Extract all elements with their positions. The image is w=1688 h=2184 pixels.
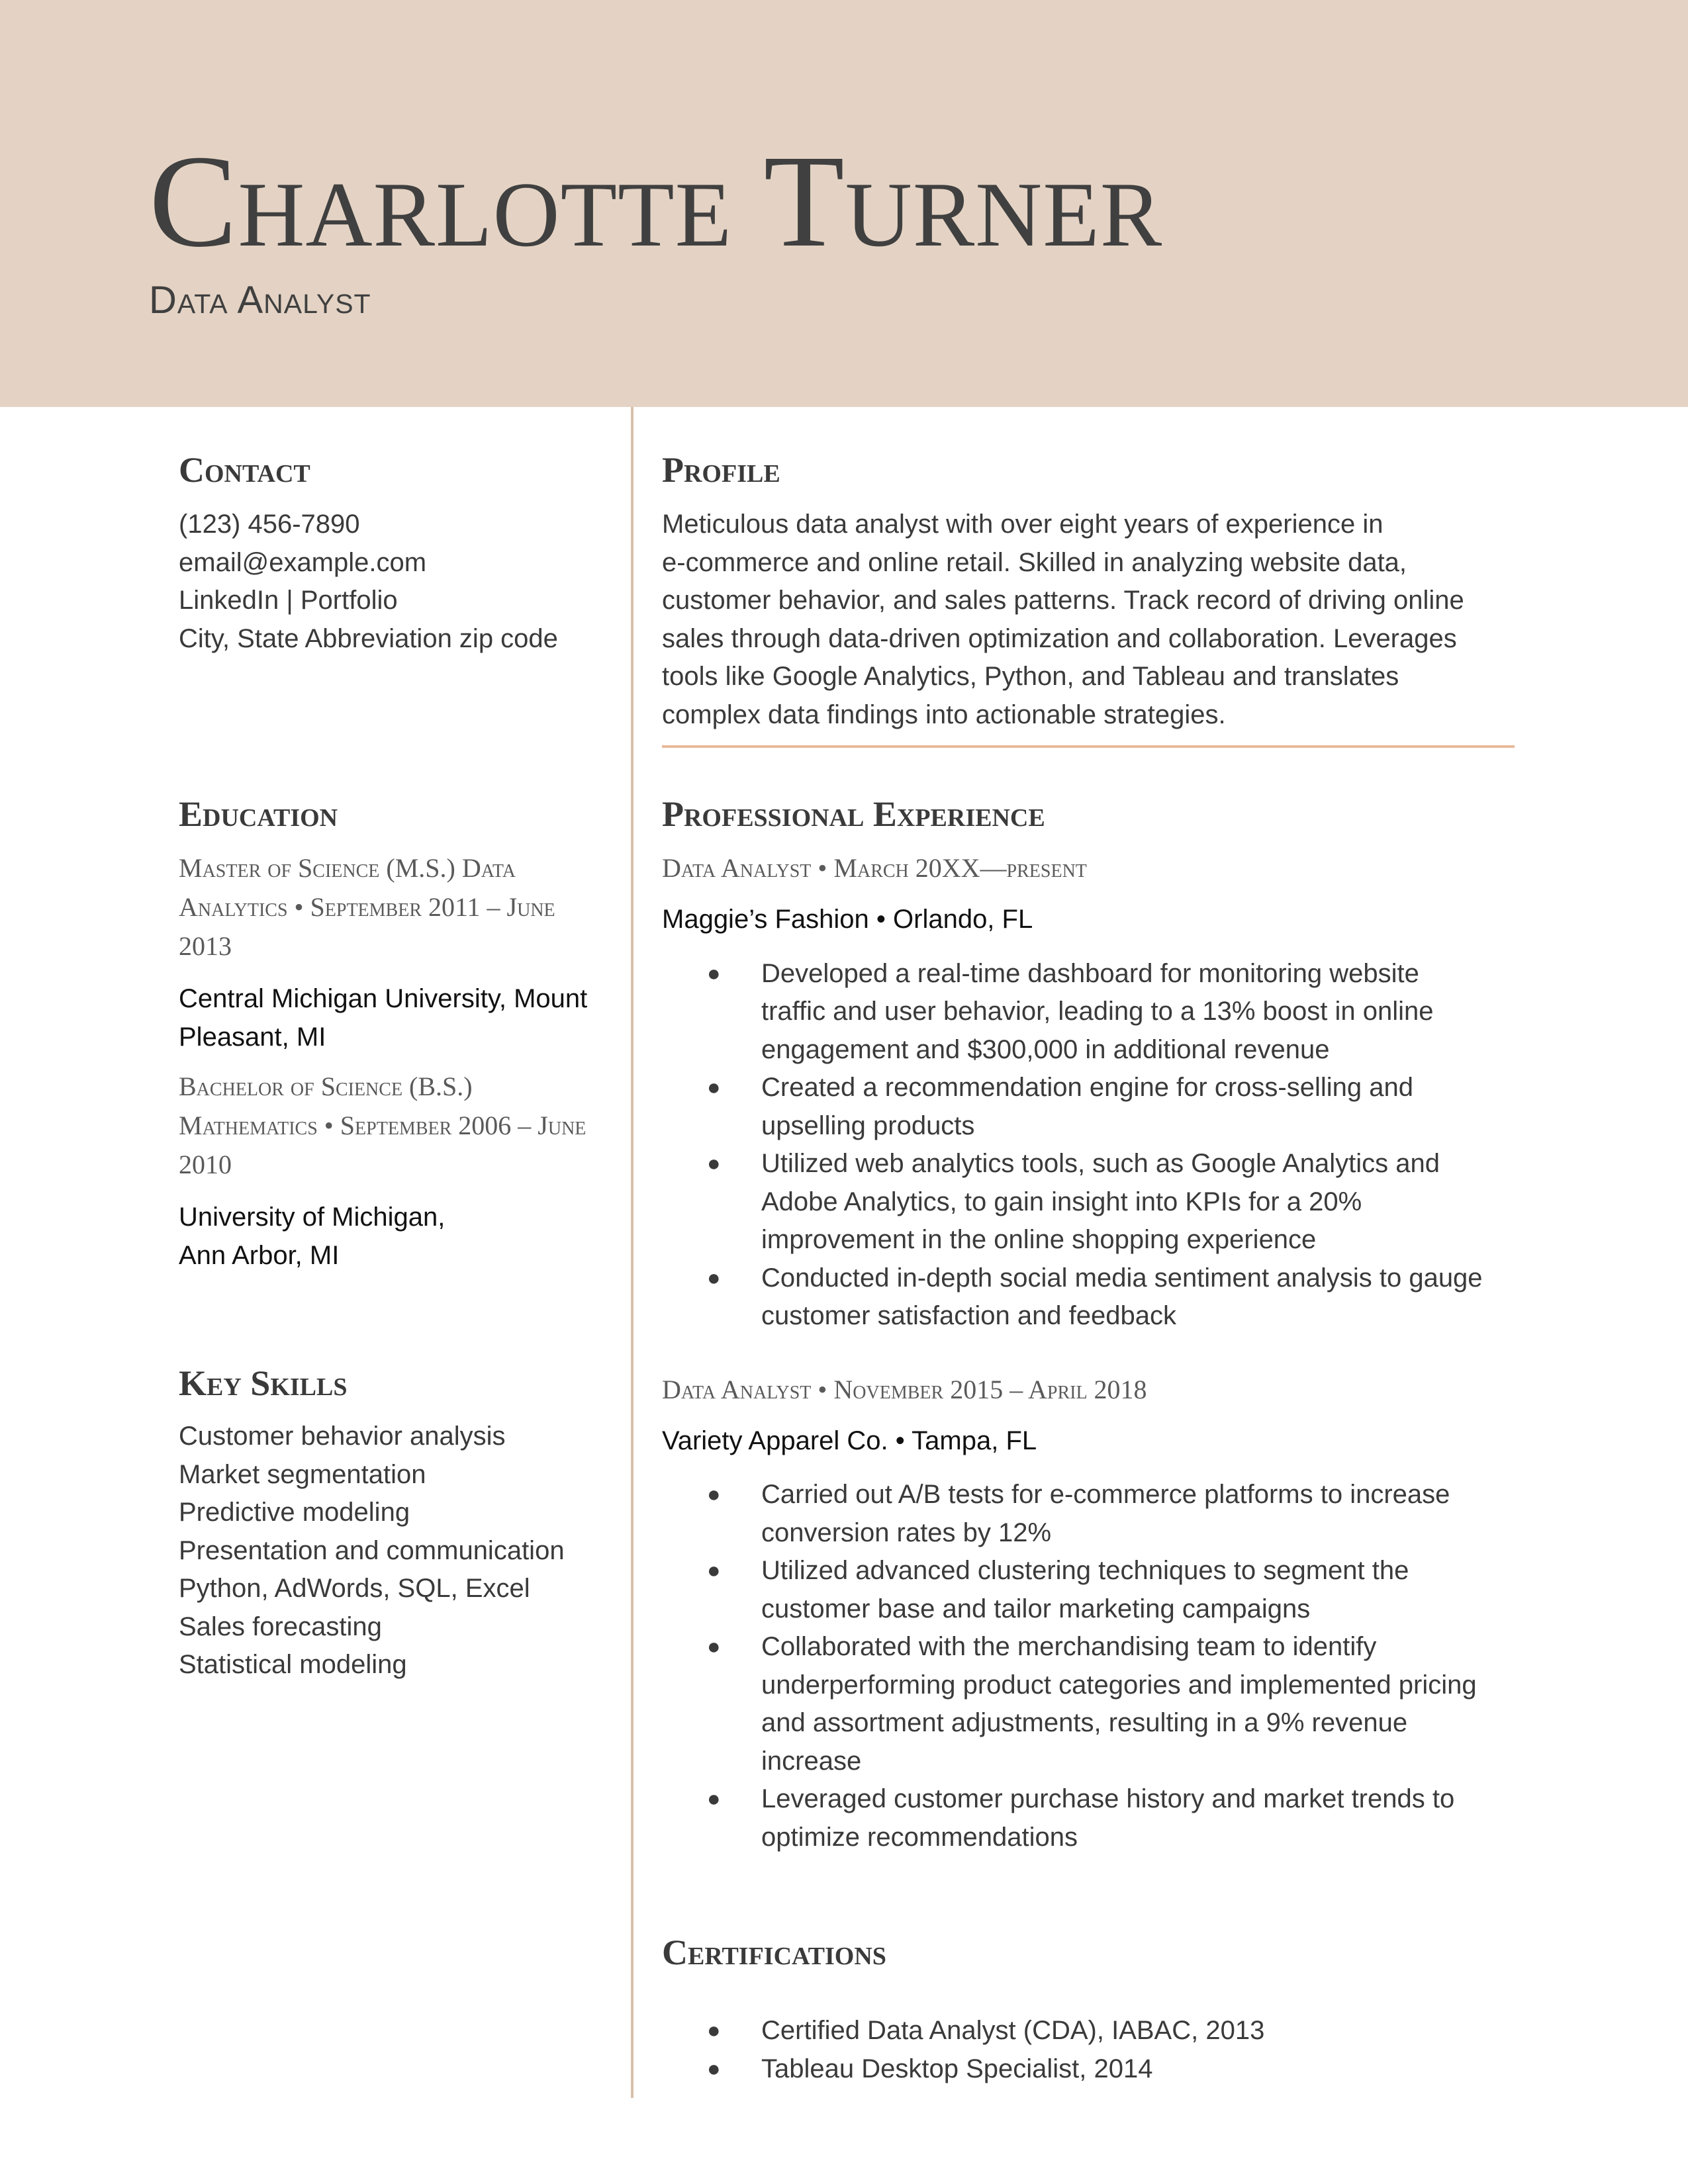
profile-line: sales through data-driven optimization and collaboration. Leverages	[662, 623, 1457, 653]
education-entry	[179, 848, 616, 1056]
contact-location: City, State Abbreviation zip code	[179, 623, 558, 653]
job-bullet: ● Developed a real-time dashboard for monitoring website traffic and user behavior, leading to a 13% boost in online engagement and $300,000 in additional revenue	[662, 955, 1516, 1069]
profile-underline	[662, 745, 1515, 748]
bullet-dot: ●	[707, 1558, 721, 1583]
profile-line: e-commerce and online retail. Skilled in analyzing website data,	[662, 547, 1407, 577]
job-bullet: ● Collaborated with the merchandising team to identify underperforming product categories and implemented pricing and assortment adjustments, resulting in a 9% revenue increase	[662, 1628, 1516, 1780]
bullet-dot: ●	[707, 2056, 721, 2081]
skill-item: Statistical modeling	[179, 1650, 407, 1679]
job-role: Data Analyst • November 2015 – April 2018	[662, 1374, 1147, 1404]
degree-line: Analytics • September 2011 – June	[179, 892, 555, 922]
school-line: Pleasant, MI	[179, 1022, 326, 1052]
bullet-dot: ●	[707, 1075, 721, 1100]
contact-details	[179, 506, 616, 658]
skills-heading: Key Skills	[179, 1363, 348, 1403]
bullet-dot: ●	[707, 1786, 721, 1811]
job-bullets	[662, 1476, 1516, 1856]
degree-line: 2010	[179, 1150, 232, 1179]
skill-item: Presentation and communication	[179, 1535, 565, 1565]
education-heading: Education	[179, 794, 338, 834]
experience-heading: Professional Experience	[662, 794, 1045, 834]
job-org: Variety Apparel Co. • Tampa, FL	[662, 1426, 1037, 1455]
skill-item: Market segmentation	[179, 1459, 426, 1489]
profile-heading: Profile	[662, 450, 780, 490]
school-line: Central Michigan University, Mount	[179, 984, 588, 1013]
job-bullet: ● Utilized advanced clustering techniques to segment the customer base and tailor marketing campaigns	[662, 1552, 1516, 1628]
degree-line: Master of Science (M.S.) Data	[179, 853, 516, 883]
experience-section	[662, 788, 1516, 1856]
certifications-heading: Certifications	[662, 1933, 886, 1972]
skill-item: Python, AdWords, SQL, Excel	[179, 1574, 530, 1603]
column-divider	[631, 407, 633, 2098]
bullet-dot: ●	[707, 960, 721, 986]
bullet-dot: ●	[707, 1634, 721, 1659]
job-bullet: ● Utilized web analytics tools, such as Google Analytics and Adobe Analytics, to gain insight into KPIs for a 20% improvement in the online shopping experience	[662, 1145, 1516, 1259]
contact-email: email@example.com	[179, 547, 427, 577]
profile-line: customer behavior, and sales patterns. Track record of driving online	[662, 586, 1464, 615]
profile-line: Meticulous data analyst with over eight years of experience in	[662, 510, 1383, 539]
skill-item: Customer behavior analysis	[179, 1422, 506, 1451]
profile-summary	[662, 506, 1516, 734]
bullet-dot: ●	[707, 1482, 721, 1507]
job-bullet: ● Conducted in-depth social media sentiment analysis to gauge customer satisfaction and feedback	[662, 1259, 1516, 1336]
certification-list	[662, 2012, 1516, 2088]
bullet-dot: ●	[707, 1151, 721, 1176]
contact-section	[179, 443, 616, 658]
job-entry	[662, 848, 1516, 1336]
skills-list	[179, 1418, 616, 1684]
contact-heading: Contact	[179, 450, 310, 490]
profile-line: tools like Google Analytics, Python, and Tableau and translates	[662, 662, 1399, 691]
degree-line: Mathematics • September 2006 – June	[179, 1111, 586, 1140]
job-title: Data Analyst	[149, 279, 371, 322]
profile-section	[662, 443, 1516, 734]
job-bullet: ● Carried out A/B tests for e-commerce platforms to increase conversion rates by 12%	[662, 1476, 1516, 1552]
contact-phone: (123) 456-7890	[179, 510, 360, 539]
education-entry	[179, 1067, 616, 1275]
job-role: Data Analyst • March 20XX—present	[662, 853, 1087, 883]
job-org: Maggie’s Fashion • Orlando, FL	[662, 905, 1033, 934]
school-line: Ann Arbor, MI	[179, 1240, 340, 1270]
bullet-dot: ●	[707, 1265, 721, 1291]
education-section	[179, 788, 616, 1275]
bullet-dot: ●	[707, 2018, 721, 2043]
job-bullets	[662, 955, 1516, 1336]
left-column	[179, 443, 616, 1679]
degree-line: 2013	[179, 931, 232, 961]
header-banner	[0, 0, 1688, 407]
certifications-section	[662, 1926, 1516, 2088]
certification-item: ● Tableau Desktop Specialist, 2014	[662, 2050, 1516, 2089]
job-bullet: ● Leveraged customer purchase history and market trends to optimize recommendations	[662, 1780, 1516, 1856]
skill-item: Predictive modeling	[179, 1498, 410, 1527]
profile-line: complex data findings into actionable strategies.	[662, 700, 1226, 729]
contact-links: LinkedIn | Portfolio	[179, 586, 398, 615]
job-entry	[662, 1370, 1516, 1857]
right-column	[662, 443, 1516, 2083]
skills-section	[179, 1357, 616, 1684]
certification-item: ● Certified Data Analyst (CDA), IABAC, 2013	[662, 2012, 1516, 2050]
candidate-name: Charlotte Turner	[149, 128, 1163, 275]
school-line: University of Michigan,	[179, 1203, 445, 1232]
degree-line: Bachelor of Science (B.S.)	[179, 1071, 473, 1101]
job-bullet: ● Created a recommendation engine for cross-selling and upselling products	[662, 1069, 1516, 1145]
skill-item: Sales forecasting	[179, 1612, 382, 1641]
